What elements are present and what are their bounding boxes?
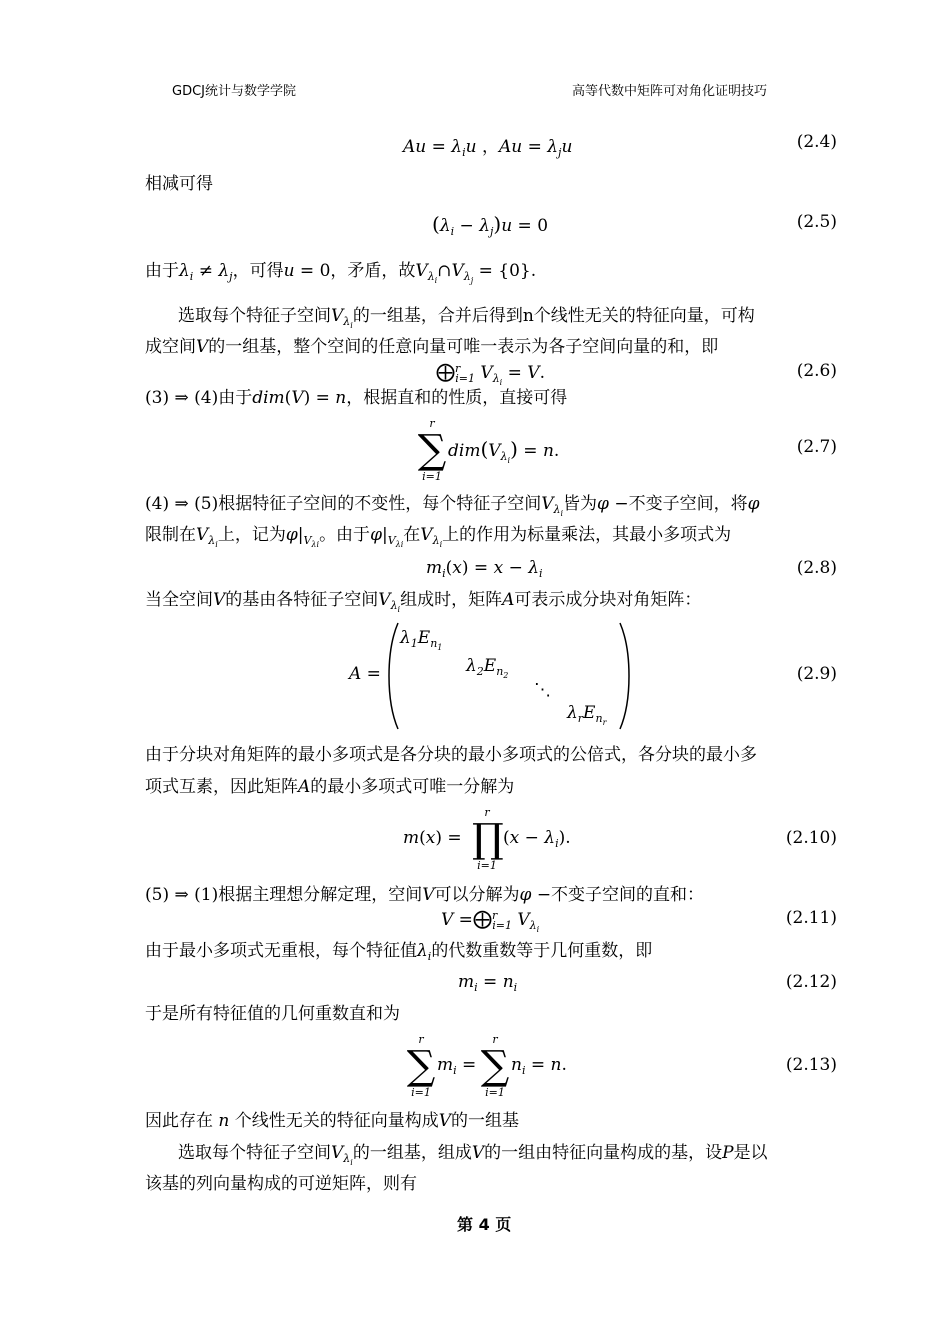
- equation-number: (2.5): [796, 212, 837, 232]
- sum-operator: r ∑ i=1: [417, 417, 447, 483]
- paragraph: 选取每个特征子空间$V_{\lambda_i}$的一组基，组成V的一组由特征向量构成的基，设P是以: [178, 1143, 768, 1167]
- paragraph: 限制在$V_{\lambda_i}$上，记为$\varphi|_{V_{\lambda i}}$。由于$\varphi|_{V_{\lambda i}}$在$V_{\lambda_i}$上的作用为标量乘法，其最小多项式为: [145, 525, 732, 549]
- matrix-entry: $\lambda_2E_{n_2}$: [466, 656, 509, 680]
- paragraph: 由于$\lambda_i \ne \lambda_j$，可得u = 0，矛盾，故$V_{\lambda_i}\cap V_{\lambda_j} = \{0\}$.: [145, 261, 537, 285]
- product-operator: r ∏ i=1: [472, 806, 504, 872]
- paragraph: (5) ⇒ (1)根据主理想分解定理，空间V可以分解为φ −不变子空间的直和：: [145, 885, 705, 905]
- paragraph: (4) ⇒ (5)根据特征子空间的不变性，每个特征子空间$V_{\lambda_i}$皆为φ −不变子空间，将φ: [145, 494, 760, 518]
- sum-operator: r ∑ i=1: [480, 1033, 510, 1099]
- equation-2-7: $dim(V_{\lambda_i}) = n$.: [448, 437, 560, 465]
- equation-number: (2.4): [796, 132, 837, 152]
- paragraph: 由于分块对角矩阵的最小多项式是各分块的最小多项式的公倍式，各分块的最小多: [145, 745, 757, 765]
- header-right: 高等代数中矩阵可对角化证明技巧: [572, 84, 768, 99]
- header-left: GDCJ统计与数学学院: [172, 84, 296, 99]
- paragraph: 于是所有特征值的几何重数直和为: [145, 1004, 400, 1024]
- paragraph: 项式互素，因此矩阵A的最小多项式可唯一分解为: [145, 777, 515, 797]
- matrix-entry: $\lambda_1E_{n_1}$: [400, 628, 443, 652]
- equation-number: (2.7): [796, 437, 837, 457]
- equation-2-10-lhs: m(x) =: [403, 828, 462, 848]
- equation-2-6: ⨁$^r_{i=1}$ $V_{\lambda_i} = V$.: [436, 361, 545, 387]
- paragraph: 成空间V的一组基，整个空间的任意向量可唯一表示为各子空间向量的和，即: [145, 337, 719, 357]
- matrix-entry: $\lambda_rE_{n_r}$: [567, 703, 607, 727]
- equation-number: (2.8): [796, 558, 837, 578]
- equation-2-5: $(\lambda_i - \lambda_j)u = 0$: [432, 212, 549, 238]
- paragraph: 当全空间V的基由各特征子空间$V_{\lambda_i}$组成时，矩阵A可表示成分块对角矩阵：: [145, 590, 702, 614]
- paragraph: (3) ⇒ (4)由于dim(V) = n，根据直和的性质，直接可得: [145, 388, 568, 408]
- paragraph: 因此存在 n 个线性无关的特征向量构成V的一组基: [145, 1111, 520, 1131]
- matrix-lhs: A =: [349, 664, 381, 684]
- equation-2-4: $Au = \lambda_iu$ ，$Au = \lambda_ju$: [403, 137, 573, 159]
- matrix-dots: ⋱: [534, 680, 551, 700]
- sum-operator: r ∑ i=1: [406, 1033, 436, 1099]
- paragraph: 该基的列向量构成的可逆矩阵，则有: [145, 1174, 417, 1194]
- equation-2-8: $m_i(x) = x - \lambda_i$: [426, 558, 543, 580]
- equation-2-13-mid: $m_i$ =: [437, 1055, 477, 1077]
- equation-2-13-rhs: $n_i = n$.: [511, 1055, 567, 1077]
- equation-number: (2.12): [785, 972, 837, 992]
- page-number: 第 4 页: [457, 1215, 512, 1234]
- paragraph: 选取每个特征子空间$V_{\lambda_i}$的一组基，合并后得到n个线性无关的特征向量，可构: [178, 306, 755, 330]
- equation-number: (2.11): [785, 908, 837, 928]
- equation-number: (2.6): [796, 361, 837, 381]
- equation-number: (2.13): [785, 1055, 837, 1075]
- equation-number: (2.9): [796, 664, 837, 684]
- equation-2-11: V =⨁$^r_{i=1}$ $V_{\lambda_i}$: [441, 908, 540, 934]
- paragraph: 由于最小多项式无重根，每个特征值$\lambda_i$的代数重数等于几何重数，即: [145, 941, 653, 963]
- equation-2-10-rhs: $(x - \lambda_i)$.: [503, 828, 571, 850]
- equation-number: (2.10): [785, 828, 837, 848]
- equation-2-12: $m_i = n_i$: [458, 972, 518, 994]
- paragraph: 相减可得: [145, 174, 213, 194]
